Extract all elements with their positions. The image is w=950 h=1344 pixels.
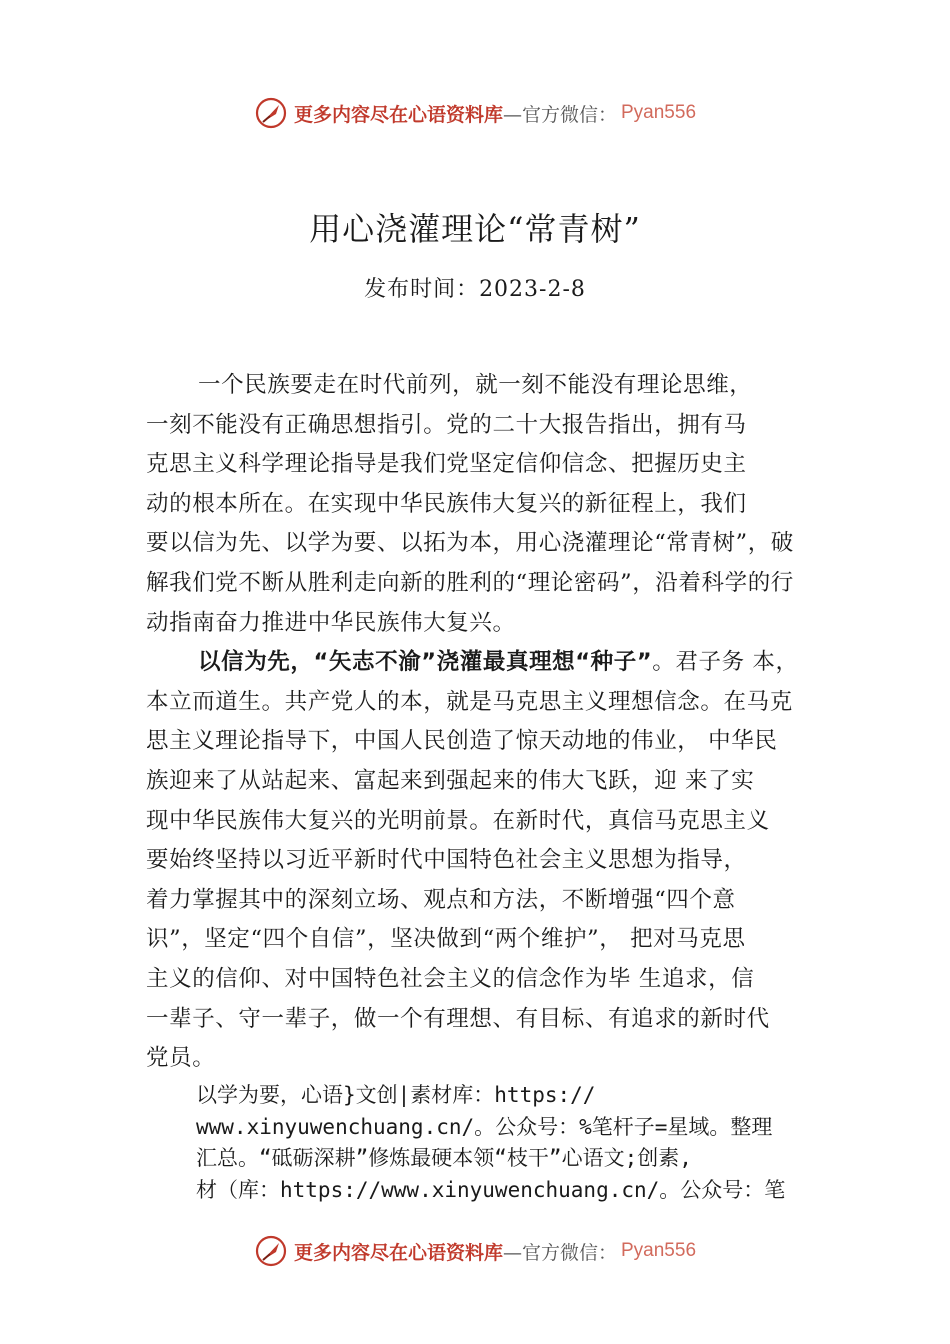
paragraph-line: 一个民族要走在时代前列，就一刻不能没有理论思维，: [198, 372, 753, 398]
quill-logo-icon: [254, 96, 288, 130]
header-banner: [0, 96, 950, 130]
source-note-line: www.xinyuwenchuang.cn/。公众号：%笔杆子=星域。整理: [196, 1114, 773, 1139]
paragraph-line: 解我们党不断从胜利走向新的胜利的“理论密码”，沿着科学的行: [146, 569, 794, 596]
banner-lead-text: 更多内容尽在心语资料库: [293, 103, 503, 126]
paragraph-line: 党员。: [146, 1045, 216, 1072]
footer-banner: [0, 1234, 950, 1268]
section-heading-line: [146, 643, 826, 683]
banner-lead-text: 更多内容尽在心语资料库: [293, 1241, 503, 1264]
paragraph-line: 本立而道生。共产党人的本，就是马克思主义理想信念。在马克: [146, 688, 793, 715]
article-body: [146, 366, 826, 1079]
quill-logo-icon: [254, 1234, 288, 1268]
paragraph-line: 动指南奋力推进中华民族伟大复兴。: [146, 609, 516, 636]
paragraph-line: 一辈子、守一辈子，做一个有理想、有目标、有追求的新时代: [146, 1005, 770, 1032]
paragraph-line: 思主义理论指导下，中国人民创造了惊天动地的伟业， 中华民: [146, 728, 778, 755]
source-note-block: [196, 1080, 846, 1206]
banner-wechat-id: Pyan556: [621, 102, 697, 123]
source-note-line: 汇总。“砥砺深耕”修炼最硬本领“枝干”心语文;创素,: [196, 1146, 692, 1170]
paragraph-line: 族迎来了从站起来、富起来到强起来的伟大飞跃，迎 来了实: [146, 767, 755, 794]
paragraph-line: 克思主义科学理论指导是我们党坚定信仰信念、把握历史主: [146, 451, 747, 478]
paragraph-line: 识”，坚定“四个自信”，坚决做到“两个维护”， 把对马克思: [146, 926, 746, 953]
paragraph-line: 要始终坚持以习近平新时代中国特色社会主义思想为指导，: [146, 847, 747, 874]
banner-contact-label: —官方微信：: [502, 103, 617, 126]
banner-wechat-id: Pyan556: [621, 1240, 697, 1261]
paragraph-line: 现中华民族伟大复兴的光明前景。在新时代，真信马克思主义: [146, 807, 770, 834]
paragraph-line: 着力掌握其中的深刻立场、观点和方法，不断增强“四个意: [146, 886, 736, 913]
source-note-line: 材（库：https://www.xinyuwenchuang.cn/。公众号：笔: [196, 1177, 786, 1202]
section-heading: 以信为先，“矢志不渝”浇灌最真理想“种子”: [198, 649, 653, 676]
paragraph-line: 要以信为先、以学为要、以拓为本，用心浇灌理论“常青树”，破: [146, 530, 794, 557]
publish-date: 发布时间：2023-2-8: [364, 277, 586, 302]
paragraph-line: 一刻不能没有正确思想指引。党的二十大报告指出，拥有马: [146, 411, 747, 438]
paragraph-line: 动的根本所在。在实现中华民族伟大复兴的新征程上，我们: [146, 490, 747, 517]
paragraph-line: 主义的信仰、对中国特色社会主义的信念作为毕 生追求，信: [146, 965, 755, 992]
source-note-line: 以学为要，心语}文创|素材库：https://: [196, 1083, 596, 1107]
banner-contact-label: —官方微信：: [502, 1241, 617, 1264]
section-heading-tail: 。君子务 本，: [652, 649, 799, 676]
article-title: 用心浇灌理论“常青树”: [309, 210, 641, 248]
